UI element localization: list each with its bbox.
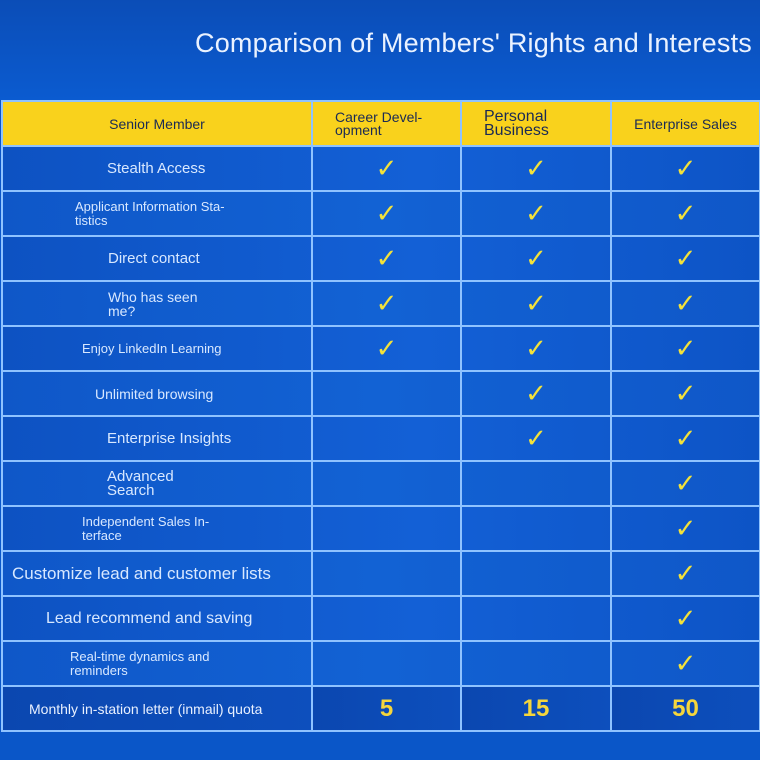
checkmark-icon: ✓ [674,378,697,408]
checkmark-icon: ✓ [525,378,547,408]
cell-enterprise [611,146,760,191]
cell-career [312,326,461,371]
cell-personal [461,416,611,461]
cell-enterprise [611,641,760,686]
cell-career [312,461,461,506]
cell-personal [461,326,611,371]
header-personal-business: Personal Business [461,101,611,146]
cell-enterprise [611,551,760,596]
table-row [2,551,760,596]
cell-personal [461,461,611,506]
cell-personal [461,506,611,551]
checkmark-icon: ✓ [674,603,697,633]
cell-personal [461,146,611,191]
checkmark-icon: ✓ [674,423,697,453]
checkmark-icon: ✓ [674,198,697,228]
cell-career [312,146,461,191]
checkmark-icon: ✓ [525,423,547,453]
cell-enterprise [611,461,760,506]
cell-enterprise [611,371,760,416]
checkmark-icon: ✓ [525,198,547,228]
checkmark-icon: ✓ [674,513,697,543]
quota-enterprise: 50 [611,686,760,731]
checkmark-icon: ✓ [375,243,398,273]
checkmark-icon: ✓ [674,243,697,273]
feature-label: Independent Sales In- terface [2,506,312,551]
cell-enterprise [611,236,760,281]
cell-personal [461,281,611,326]
title-bar [0,0,760,100]
quota-career: 5 [312,686,461,731]
cell-enterprise [611,326,760,371]
cell-enterprise [611,416,760,461]
checkmark-icon: ✓ [375,333,398,363]
feature-label: Stealth Access [2,146,312,191]
cell-personal [461,191,611,236]
cell-career [312,371,461,416]
comparison-table [1,100,760,732]
checkmark-icon: ✓ [674,558,697,588]
checkmark-icon: ✓ [525,333,547,363]
checkmark-icon: ✓ [674,648,697,678]
feature-label: Lead recommend and saving [2,596,312,641]
table-row [2,596,760,641]
feature-label: Direct contact [2,236,312,281]
table-row [2,506,760,551]
checkmark-icon: ✓ [674,468,697,498]
table-row [2,326,760,371]
quota-personal: 15 [461,686,611,731]
cell-career [312,551,461,596]
table-row [2,416,760,461]
feature-label: Real-time dynamics and reminders [2,641,312,686]
feature-label: Applicant Information Sta- tistics [2,191,312,236]
feature-label: Advanced Search [2,461,312,506]
cell-career [312,416,461,461]
checkmark-icon: ✓ [525,288,547,318]
table-row [2,146,760,191]
header-career-development: Career Devel- opment [312,101,461,146]
cell-enterprise [611,596,760,641]
quota-label: Monthly in-station letter (inmail) quota [2,686,312,731]
quota-row [2,686,760,731]
header-senior-member: Senior Member [2,101,312,146]
table-row [2,191,760,236]
table-row [2,641,760,686]
cell-career [312,236,461,281]
checkmark-icon: ✓ [674,333,697,363]
checkmark-icon: ✓ [375,288,398,318]
cell-personal [461,236,611,281]
cell-career [312,506,461,551]
cell-enterprise [611,506,760,551]
cell-career [312,281,461,326]
table-row [2,236,760,281]
cell-personal [461,641,611,686]
feature-label: Unlimited browsing [2,371,312,416]
page-title: Comparison of Members' Rights and Interests [195,28,752,58]
cell-career [312,641,461,686]
cell-personal [461,596,611,641]
cell-enterprise [611,191,760,236]
cell-personal [461,551,611,596]
cell-enterprise [611,281,760,326]
table-row [2,281,760,326]
feature-label: Who has seen me? [2,281,312,326]
table-row [2,371,760,416]
table-row [2,461,760,506]
feature-label: Enterprise Insights [2,416,312,461]
header-enterprise-sales: Enterprise Sales [611,101,760,146]
checkmark-icon: ✓ [674,153,697,183]
feature-label: Enjoy LinkedIn Learning [2,326,312,371]
checkmark-icon: ✓ [375,153,398,183]
cell-career [312,191,461,236]
checkmark-icon: ✓ [525,243,547,273]
feature-label: Customize lead and customer lists [2,551,312,596]
checkmark-icon: ✓ [375,198,398,228]
checkmark-icon: ✓ [674,288,697,318]
checkmark-icon: ✓ [525,153,547,183]
header-row [2,101,760,146]
cell-career [312,596,461,641]
cell-personal [461,371,611,416]
